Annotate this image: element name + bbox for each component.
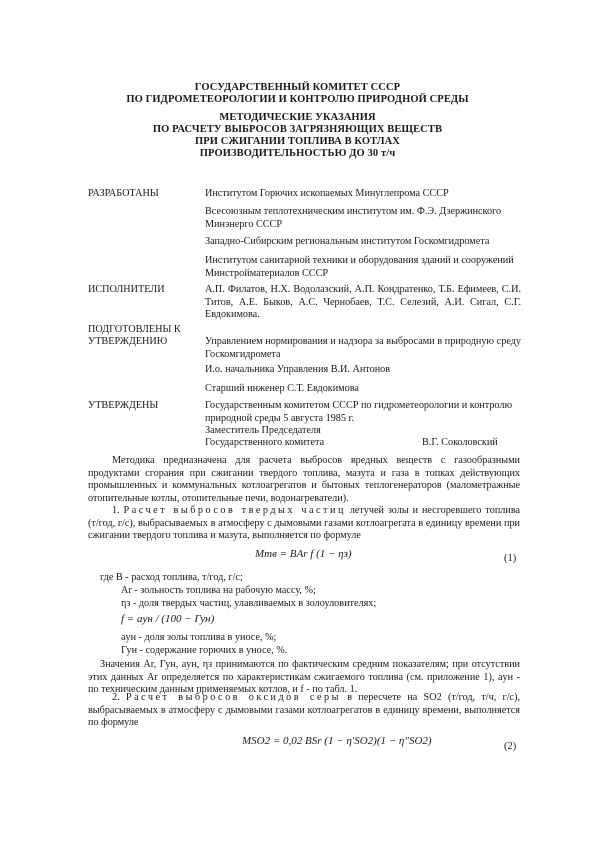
section-2-text: в пересчете на SO2 (т/год, т/ч, г/с), выбрасываемых в атмосферу с дымовыми газами котлоагрегатов в единицу времени, выполняется по формуле — [88, 692, 521, 729]
title-line-4: ПРОИЗВОДИТЕЛЬНОСТЬЮ ДО 30 т/ч — [199, 148, 396, 159]
document-header — [0, 82, 595, 106]
title-line-2: ПО РАСЧЕТУ ВЫБРОСОВ ЗАГРЯЗНЯЮЩИХ ВЕЩЕСТВ — [152, 124, 443, 135]
approved-text: Государственным комитетом СССР по гидрометеорологии и контролю природной среды 5 августа 1985 г. — [205, 400, 513, 424]
section-1-number: 1. — [112, 505, 120, 516]
approved-signer: В.Г. Соколовский — [422, 437, 498, 448]
prepared-label-1: ПОДГОТОВЛЕНЫ К — [88, 324, 181, 335]
section-2-number: 2. — [112, 692, 120, 703]
developed-item-2: Всесоюзным теплотехническим институтом им. Ф.Э. Дзержинского Минэнерго СССР — [205, 206, 502, 230]
formula-2: MSO2 = 0,02 BSr (1 − η′SO2)(1 − η″SO2) — [242, 735, 432, 747]
formula-1: Mтв = BAr f (1 − ηз) — [255, 548, 352, 560]
intro-paragraph: Методика предназначена для расчета выбросов вредных веществ с газообразными продуктами сгорания при сжигании твердого топлива, мазута и газа в топках действующих промышленных и коммунальных котлоагрегатов и бытовых теплогенераторов (малометражные отопительные котлы, отопительные печи, водонагреватели). — [88, 455, 520, 504]
formula-2-number: (2) — [504, 741, 517, 752]
section-1-text: летучей золы и несгоревшего топлива (т/год, г/с), выбрасываемых в атмосферу с дымовыми газами котлоагрегата в единицу времени при сжигании твердого топлива и мазута, выполняется по формуле — [88, 505, 521, 542]
header-line-1: ГОСУДАРСТВЕННЫЙ КОМИТЕТ СССР — [194, 82, 401, 93]
prepared-item-2: И.о. начальника Управления В.И. Антонов — [205, 364, 391, 375]
title-line-3: ПРИ СЖИГАНИИ ТОПЛИВА В КОТЛАХ — [194, 136, 400, 147]
approved-label: УТВЕРЖДЕНЫ — [88, 400, 159, 411]
approved-deputy: Заместитель Председателя — [205, 425, 321, 436]
header-line-2: ПО ГИДРОМЕТЕОРОЛОГИИ И КОНТРОЛЮ ПРИРОДНОЙ СРЕДЫ — [126, 94, 469, 105]
executors-label: ИСПОЛНИТЕЛИ — [88, 284, 165, 295]
where-intro: где B - расход топлива, т/год, г/с; — [100, 572, 243, 583]
developed-item-3: Западно-Сибирским региональным институтом Госкомгидромета — [205, 236, 490, 247]
section-2-title: Расчет выбросов оксидов серы — [125, 692, 341, 703]
prepared-item-3: Старший инженер С.Т. Евдокимова — [205, 383, 359, 394]
where-ash: Ar - зольность топлива на рабочую массу, %; — [121, 585, 316, 596]
formula-1-number: (1) — [504, 553, 517, 564]
title-line-1: МЕТОДИЧЕСКИЕ УКАЗАНИЯ — [219, 112, 376, 123]
where-eta: ηз - доля твердых частиц, улавливаемых в золоуловителях; — [121, 598, 377, 609]
where-aun: aун - доля золы топлива в уносе, %; — [121, 632, 277, 643]
section-1-paragraph — [88, 505, 520, 543]
developed-item-4: Институтом санитарной техники и оборудования зданий и сооружений Минстройматериалов СССР — [205, 255, 514, 279]
developed-item-1: Институтом Горючих ископаемых Минуглепрома СССР — [205, 188, 449, 199]
document-title — [0, 112, 595, 160]
where-gun: Гун - содержание горючих в уносе, %. — [121, 645, 288, 656]
prepared-label-2: УТВЕРЖДЕНИЮ — [88, 336, 168, 347]
note-paragraph: Значения Ar, Гун, aун, ηз принимаются по фактическим средним показателям; при отсутствии этих данных Ar определяется по характеристикам сжигаемого топлива (см. приложение 1), aун - по техническим данным применяемых котлов, и f - по табл. 1. — [88, 659, 520, 696]
where-f-formula: f = aун / (100 − Гун) — [121, 613, 215, 625]
section-2-paragraph — [88, 692, 520, 730]
developed-label: РАЗРАБОТАНЫ — [88, 188, 159, 199]
executors-text: А.П. Филатов, Н.Х. Водолазский, А.П. Кондратенко, Т.Б. Ефимеев, С.И. Титов, А.Е. Быков, А.С. Чернобаев, Т.С. Селезий, А.И. Сигал, С.Г. Евдокимова. — [205, 284, 521, 320]
approved-committee: Государственного комитета — [205, 437, 325, 448]
prepared-item-1: Управлением нормирования и надзора за выбросами в природную среду Госкомгидромета — [205, 336, 521, 360]
section-1-title: Расчет выбросов твердых частиц — [123, 505, 346, 516]
